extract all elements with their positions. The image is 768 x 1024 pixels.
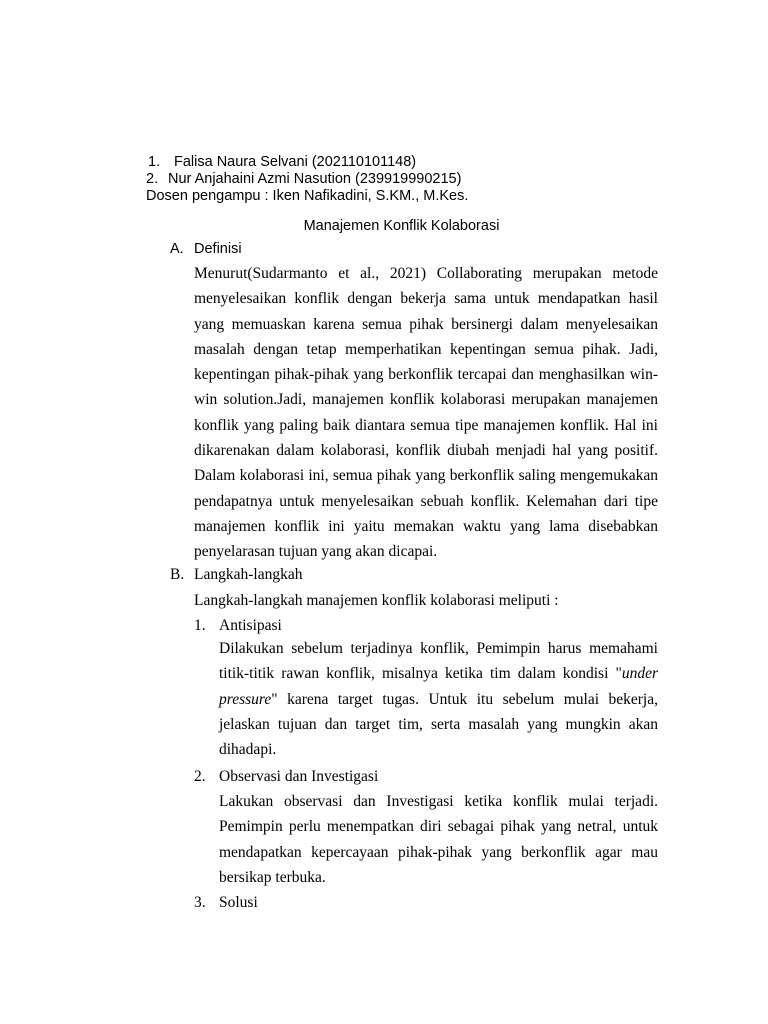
author-list xyxy=(148,154,468,205)
author-item xyxy=(148,154,468,171)
section-letter: A. xyxy=(170,241,184,257)
step-heading xyxy=(194,617,282,635)
step-number: 2. xyxy=(194,768,206,785)
paragraph-text-part: Dilakukan sebelum terjadinya konflik, Pemimpin harus memahami titik-titik rawan konflik, misalnya ketika tim dalam kondisi " xyxy=(219,640,658,683)
section-b-heading xyxy=(170,566,302,584)
section-letter: B. xyxy=(170,566,185,583)
section-title: Definisi xyxy=(194,241,242,257)
author-item xyxy=(148,171,468,188)
author-name: Falisa Naura Selvani (202110101148) xyxy=(174,154,417,170)
step-title: Observasi dan Investigasi xyxy=(219,768,379,785)
step-paragraph xyxy=(219,789,658,890)
step-number: 1. xyxy=(194,617,206,634)
section-a-heading xyxy=(170,241,242,257)
paragraph-italic-term: under pressure xyxy=(219,665,658,708)
document-title: Manajemen Konflik Kolaborasi xyxy=(303,218,500,234)
section-title: Langkah-langkah xyxy=(194,566,303,583)
section-b-intro: Langkah-langkah manajemen konflik kolaborasi meliputi : xyxy=(194,592,559,609)
paragraph-text xyxy=(219,636,658,762)
paragraph-text-part: " karena target tugas. Untuk itu sebelum mulai bekerja, jelaskan tujuan dan target tim, serta masalah yang mungkin akan dihadapi. xyxy=(219,690,658,759)
author-name: Nur Anjahaini Azmi Nasution (239919990215) xyxy=(168,171,462,187)
step-heading xyxy=(194,894,258,912)
paragraph-text: Lakukan observasi dan Investigasi ketika konflik mulai terjadi. Pemimpin perlu menempatkan diri sebagai pihak yang netral, untuk mendapatkan kepercayaan pihak-pihak yang berkonflik agar mau bersikap terbuka. xyxy=(219,793,658,886)
step-heading xyxy=(194,768,378,786)
author-number: 1. xyxy=(148,154,161,170)
step-title: Solusi xyxy=(219,894,258,911)
definition-paragraph xyxy=(194,261,658,565)
step-title: Antisipasi xyxy=(219,617,282,634)
step-paragraph xyxy=(219,636,658,762)
step-number: 3. xyxy=(194,894,206,911)
author-number: 2. xyxy=(146,171,159,187)
dosen-line: Dosen pengampu : Iken Nafikadini, S.KM., M.Kes. xyxy=(146,188,469,204)
paragraph-text: Menurut(Sudarmanto et al., 2021) Collaborating merupakan metode menyelesaikan konflik dengan bekerja sama untuk mendapatkan hasil yang memuaskan karena semua pihak bersinergi dalam menyelesaikan masalah dengan tetap memperhatikan kepentingan semua pihak. Jadi, kepentingan pihak-pihak yang berkonflik tercapai dan menghasilkan win-win solution.Jadi, manajemen konflik kolaborasi merupakan manajemen konflik yang paling baik diantara semua tipe manajemen konflik. Hal ini dikarenakan dalam kolaborasi, konflik diubah menjadi hal yang positif. Dalam kolaborasi ini, semua pihak yang berkonflik saling mengemukakan pendapatnya untuk menyelesaikan sebuah konflik. Kelemahan dari tipe manajemen konflik ini yaitu memakan waktu yang lama disebabkan penyelarasan tujuan yang akan dicapai. xyxy=(194,265,658,561)
